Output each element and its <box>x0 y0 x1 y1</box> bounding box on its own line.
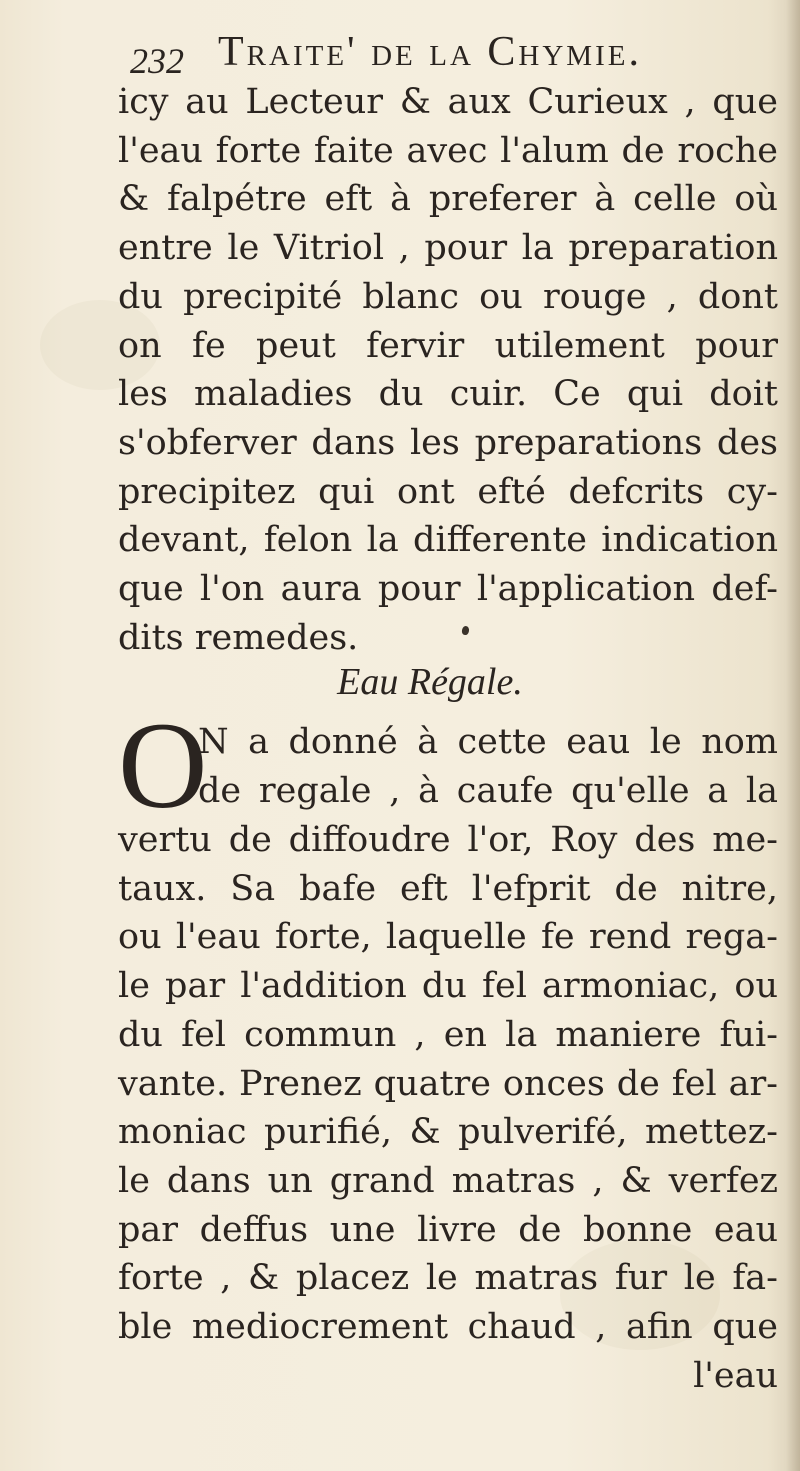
text-line: N a donné à cette eau le nom <box>198 722 778 762</box>
text-line: forte , & placez le matras fur le fa- <box>118 1258 778 1299</box>
text-line: le par l'addition du fel armoniac, ou <box>118 966 778 1007</box>
text-line: vertu de diffoudre l'or, Roy des me- <box>118 820 778 860</box>
text-line: on fe peut fervir utilement pour <box>118 325 778 366</box>
running-title: Traite' de la Chymie. <box>218 29 642 75</box>
text-line: par deffus une livre de bonne eau <box>118 1209 778 1250</box>
page-edge-shadow <box>786 0 800 1471</box>
text-line: que l'on aura pour l'application def- <box>118 569 778 610</box>
paragraph-eau-regale-first-lines <box>198 718 778 815</box>
text-line: devant, felon la differente indication <box>118 520 778 561</box>
section-title: Eau Régale. <box>337 661 523 703</box>
text-line: & falpétre eft à preferer à celle où <box>118 179 778 220</box>
text-line: entre le Vitriol , pour la preparation <box>118 228 778 269</box>
drop-cap: O <box>118 697 208 834</box>
text-line: s'obferver dans les preparations des <box>118 422 778 463</box>
text-line: vante. Prenez quatre onces de fel ar- <box>118 1063 778 1104</box>
text-line: l'eau forte faite avec l'alum de roche <box>118 130 778 171</box>
text-line: le dans un grand matras , & verfez <box>118 1160 778 1201</box>
text-line: dits remedes. <box>118 617 359 658</box>
page-number: 232 <box>130 41 184 81</box>
text-line: precipitez qui ont efté defcrits cy- <box>118 471 778 512</box>
text-line: taux. Sa bafe eft l'efprit de nitre, <box>118 868 778 909</box>
text-line: de regale , à caufe qu'elle a la <box>198 770 778 811</box>
catchword: l'eau <box>693 1355 778 1396</box>
text-line: les maladies du cuir. Ce qui doit <box>118 374 778 415</box>
paragraph-continued <box>118 78 778 662</box>
paragraph-eau-regale <box>118 816 778 1400</box>
text-line: du fel commun , en la maniere fui- <box>118 1014 778 1055</box>
text-line: ou l'eau forte, laquelle fe rend rega- <box>118 917 778 958</box>
text-line: du precipité blanc ou rouge , dont <box>118 276 778 317</box>
text-line: icy au Lecteur & aux Curieux , que <box>118 82 778 122</box>
text-line: ble mediocrement chaud , afin que <box>118 1307 778 1348</box>
text-line: moniac purifié, & pulverifé, mettez- <box>118 1112 778 1153</box>
